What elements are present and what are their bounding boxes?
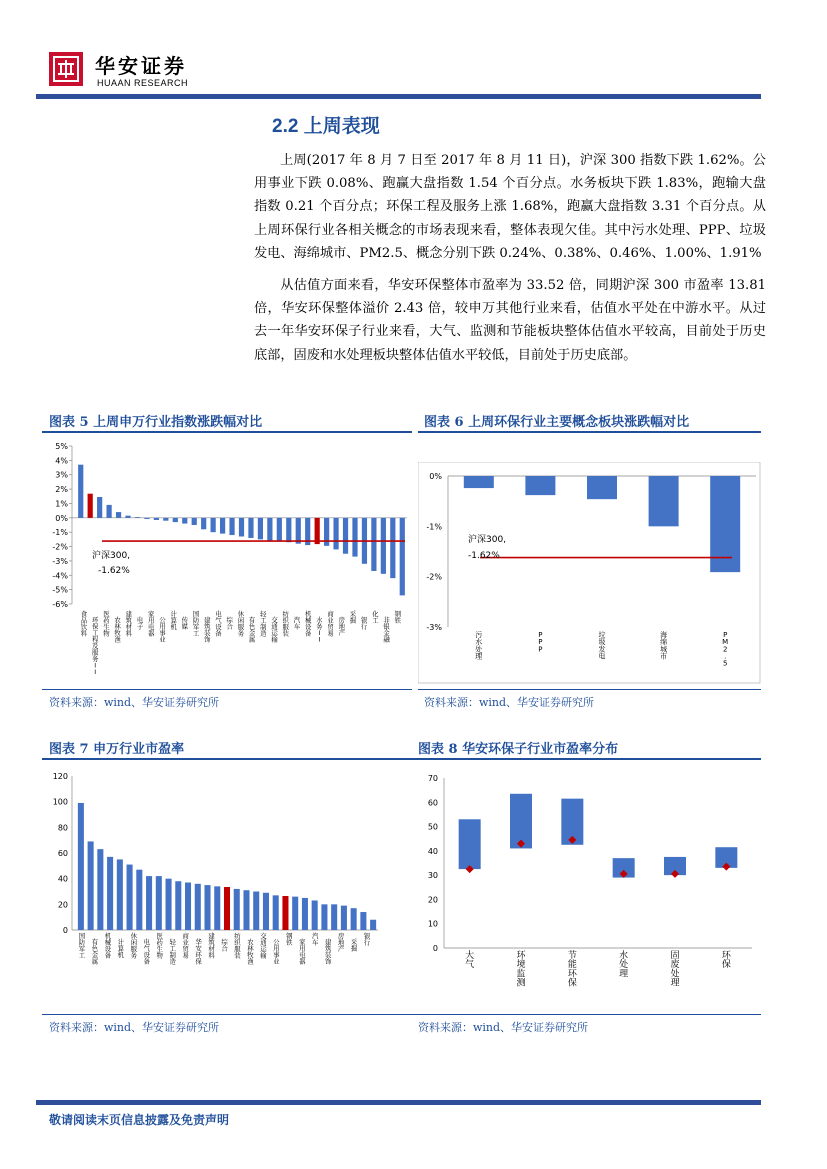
chart7-bar	[195, 884, 201, 930]
chart5-bar	[163, 518, 168, 521]
chart5-bar	[78, 465, 83, 518]
chart5-category-label: 传媒	[181, 616, 189, 631]
chart5-title: 图表 5 上周申万行业指数涨跌幅对比	[49, 415, 263, 430]
chart7-bar	[117, 859, 123, 930]
chart7-bar	[282, 896, 288, 930]
chart5-ytick-label: -5%	[52, 585, 68, 595]
chart5-ytick-label: -2%	[52, 542, 68, 552]
chart5-category-label: 采掘	[349, 610, 357, 625]
chart5-category-label: 计算机	[170, 610, 177, 632]
chart5-category-label: 食品饮料	[80, 610, 88, 638]
chart5-bar	[371, 518, 376, 571]
chart7-bar	[370, 920, 376, 930]
chart5-category-label: 休闲服务	[237, 610, 245, 638]
chart5-bar	[267, 518, 272, 541]
chart8-ytick-label: 10	[427, 919, 438, 929]
chart6-ytick-label: -1%	[426, 522, 442, 532]
chart7-bar	[78, 803, 84, 930]
chart5-ytick-label: 0%	[55, 513, 68, 523]
chart6-category-label: P P P	[538, 631, 543, 654]
chart8-title: 图表 8 华安环保子行业市盈率分布	[418, 742, 619, 757]
chart7-bar	[273, 895, 279, 930]
chart5-ytick-label: -4%	[52, 571, 68, 581]
chart5-category-label: 环保工程及服务 I I	[92, 616, 99, 677]
logo-seal-icon	[49, 52, 83, 86]
chart5-bar	[229, 518, 234, 535]
chart7-category-label: 汽车	[312, 932, 319, 947]
chart7-title: 图表 7 申万行业市盈率	[49, 742, 185, 757]
chart5-ytick-label: 4%	[55, 456, 68, 466]
chart5-category-label: 建筑材料	[125, 610, 133, 638]
chart6-category-label: 海绵城市	[660, 631, 668, 661]
chart6-ytick-label: -3%	[426, 623, 442, 632]
chart5-bar	[343, 518, 348, 554]
chart8-ytick-label: 50	[427, 822, 438, 832]
chart5-bar	[258, 518, 263, 540]
chart5-svg	[42, 436, 412, 686]
chart7-bar	[146, 876, 152, 930]
chart7-category-label: 电气设备	[143, 938, 150, 966]
chart5-category-label: 水务 I I	[316, 616, 323, 644]
chart5-category-label: 家用电器	[148, 610, 155, 638]
chart5-category-label: 银行	[360, 616, 368, 631]
chart5-title-rule	[42, 431, 412, 433]
chart5-category-label: 钢铁	[394, 610, 401, 625]
chart7-bar	[88, 841, 94, 930]
chart7-category-label: 交通运输	[260, 932, 267, 960]
chart7-bar	[156, 876, 162, 930]
chart8-ytick-label: 0	[432, 944, 438, 953]
chart5-bar	[144, 518, 149, 519]
chart5-bar	[381, 518, 386, 574]
chart6-ref-label: 沪深300,	[468, 535, 507, 545]
chart7-ytick-label: 20	[57, 900, 68, 910]
chart8-category-label: 水处理	[619, 951, 629, 980]
chart5-bar	[154, 518, 159, 520]
chart5-bar	[286, 518, 291, 542]
chart5-category-label: 有色金属	[248, 616, 256, 644]
chart7-category-label: 公用事业	[273, 938, 280, 966]
chart5-bar	[333, 518, 338, 550]
chart6-category-label: 垃圾发电	[598, 631, 606, 661]
chart5-source: 资料来源：wind、华安证券研究所	[49, 696, 220, 709]
logo-mark	[49, 52, 83, 86]
chart8-category-label: 固废处理	[670, 951, 680, 989]
paragraph-1-text: 上周(2017 年 8 月 7 日至 2017 年 8 月 11 日)，沪深 300 指数下跌 1.62%。公用事业下跌 0.08%、跑赢大盘指数 1.54 个百分点。水务板块下跌 1.83%，跑输大盘指数 0.21 个百分点；环保工程及服务上涨 1.68%，跑赢大盘指数 3.31 个百分点。从上周环保行业各相关概念的市场表现来看，整体表现欠佳。其中污水处理、PPP、垃圾发电、海绵城市、PM2.5、概念分别下跌 0.24%、0.38%、0.46%、1.00%、1.91%	[254, 153, 766, 261]
chart7-title-rule	[42, 758, 412, 760]
chart6-title-rule	[418, 431, 761, 433]
header-rule	[36, 94, 761, 99]
chart5-category-label: 非银金融	[383, 616, 390, 644]
chart7-bar	[234, 889, 240, 930]
chart8-title-rule	[412, 758, 761, 760]
chart5-bar	[248, 518, 253, 538]
chart8-ytick-label: 20	[427, 895, 438, 905]
chart5-ytick-label: -6%	[52, 600, 68, 609]
footer-disclaimer: 敬请阅读末页信息披露及免责声明	[49, 1113, 230, 1127]
paragraph-2	[254, 274, 766, 367]
chart5-category-label: 建筑装饰	[204, 616, 211, 644]
chart7-bar	[263, 893, 269, 930]
chart8-category-label: 环境监测	[516, 951, 526, 989]
chart5-category-label: 电子	[136, 616, 144, 631]
chart7-bar	[214, 886, 220, 930]
chart6-bar	[649, 476, 679, 526]
chart5-category-label: 化工	[372, 610, 379, 625]
chart6-ytick-label: -2%	[426, 572, 442, 582]
chart7-category-label: 华安环保	[195, 938, 202, 966]
chart6-bar	[525, 476, 555, 495]
chart7-category-label: 银行	[363, 932, 371, 947]
chart5-category-label: 商业贸易	[327, 610, 334, 638]
chart8-ytick-label: 70	[427, 774, 438, 783]
chart5-bar	[296, 518, 301, 544]
chart5-bar	[182, 518, 187, 524]
chart5-ytick-label: -3%	[52, 556, 68, 566]
chart6-category-label: P M 2 . 5	[722, 631, 729, 668]
chart6-source: 资料来源：wind、华安证券研究所	[424, 696, 595, 709]
chart7-bar	[97, 849, 103, 930]
footer-rule	[36, 1100, 761, 1105]
chart5-bar	[277, 518, 282, 542]
chart5-bar	[390, 518, 395, 578]
chart5-bar	[352, 518, 357, 557]
chart7-category-label: 钢铁	[286, 932, 293, 947]
chart5-ytick-label: -1%	[52, 528, 68, 538]
chart7-category-label: 家用电器	[299, 938, 306, 966]
chart7-bar	[166, 879, 172, 930]
logo-text-en: HUAAN RESEARCH	[97, 78, 189, 88]
chart5-ref-value: -1.62%	[98, 566, 130, 576]
chart7-bar	[204, 885, 210, 930]
chart5-category-label: 电气设备	[215, 610, 222, 638]
chart5-bar	[201, 518, 206, 529]
chart7-category-label: 轻工制造	[169, 938, 176, 966]
chart6-bar	[587, 476, 617, 499]
chart7-category-label: 商业贸易	[182, 932, 189, 960]
chart7-bar	[292, 897, 298, 930]
chart7-ytick-label: 60	[57, 849, 68, 858]
chart7-bar	[312, 900, 318, 930]
chart5-bar	[116, 512, 121, 518]
chart7-bar	[136, 870, 142, 930]
chart7-bar	[331, 904, 337, 930]
chart7-category-label: 国防军工	[78, 932, 86, 960]
chart8-ytick-label: 40	[427, 846, 438, 856]
chart7-category-label: 机械设备	[104, 932, 112, 960]
chart7-category-label: 计算机	[117, 938, 125, 960]
logo-text-cn: 华安证券	[95, 54, 187, 78]
chart5-category-label: 交通运输	[271, 616, 278, 644]
chart5-ref-label: 沪深300,	[92, 551, 131, 561]
chart7-category-label: 休闲服务	[130, 932, 138, 960]
chart8-category-label: 节能环保	[567, 951, 577, 989]
chart5-source-rule	[42, 689, 412, 690]
chart7-source: 资料来源：wind、华安证券研究所	[49, 1021, 220, 1034]
chart7-bar	[243, 890, 249, 930]
chart8-category-label: 环保	[721, 951, 731, 971]
chart6-ref-value: -1.62%	[468, 551, 500, 561]
chart5-category-label: 机械设备	[304, 610, 312, 638]
chart7-category-label: 建筑装饰	[324, 938, 332, 966]
chart7-category-label: 医药生物	[156, 932, 163, 960]
chart7-bar	[224, 887, 230, 930]
chart7-bar	[253, 892, 259, 931]
chart5-bar	[88, 494, 93, 518]
chart5-bar	[125, 516, 130, 518]
chart7-bar	[107, 857, 113, 930]
chart7-bar	[321, 904, 327, 930]
chart7-ytick-label: 40	[57, 874, 68, 884]
chart5-category-label: 汽车	[293, 616, 301, 631]
chart7-ytick-label: 80	[57, 823, 68, 833]
chart8-ytick-label: 30	[427, 871, 438, 881]
chart5-bar	[106, 505, 111, 518]
section-title: 2.2 上周表现	[272, 116, 380, 137]
chart8-source: 资料来源：wind、华安证券研究所	[418, 1021, 589, 1034]
chart7-ytick-label: 100	[52, 797, 68, 807]
chart5-ytick-label: 5%	[55, 442, 68, 451]
chart5-category-label: 综合	[226, 616, 233, 631]
chart8-range-bar	[459, 819, 481, 869]
chart5-bar	[135, 517, 140, 518]
chart7-bar	[302, 898, 308, 930]
paragraph-1	[254, 149, 766, 265]
chart6-category-label: 污水处理	[475, 631, 483, 661]
chart8-svg	[412, 766, 761, 1011]
chart5-category-label: 国防军工	[192, 610, 200, 638]
chart7-bar	[360, 912, 366, 930]
chart5-bar	[315, 518, 320, 544]
chart7-category-label: 房地产	[337, 932, 345, 954]
chart5-bar	[97, 497, 102, 518]
chart5-bar	[192, 518, 197, 525]
chart7-category-label: 建筑材料	[208, 932, 215, 960]
chart6-title: 图表 6 上周环保行业主要概念板块涨跌幅对比	[424, 415, 690, 430]
chart7-bar	[185, 883, 191, 930]
chart8-source-rule	[412, 1014, 761, 1015]
chart8-ytick-label: 60	[427, 798, 438, 808]
chart7-category-label: 综合	[221, 938, 228, 953]
chart7-source-rule	[42, 1014, 412, 1015]
chart7-ytick-label: 0	[62, 926, 68, 935]
chart5-category-label: 纺织服装	[282, 610, 289, 638]
chart7-category-label: 农林牧渔	[247, 938, 254, 966]
chart6-ytick-label: 0%	[429, 472, 442, 481]
chart8-category-label: 大气	[465, 951, 475, 971]
chart7-bar	[127, 865, 133, 930]
paragraph-2-text: 从估值方面来看，华安环保整体市盈率为 33.52 倍，同期沪深 300 市盈率 13.81 倍，华安环保整体溢价 2.43 倍，较申万其他行业来看，估值水平处在中游水平。从过去一年华安环保子行业来看，大气、监测和节能板块整体估值水平较高，目前处于历史底部，固废和水处理板块整体估值水平较低，目前处于历史底部。	[254, 278, 766, 363]
chart5-category-label: 房地产	[338, 616, 345, 638]
chart5-category-label: 医药生物	[103, 610, 110, 638]
chart6-bar	[464, 476, 494, 488]
chart6-svg	[418, 462, 761, 684]
chart5-bar	[173, 518, 178, 522]
chart5-bar	[211, 518, 216, 532]
chart7-svg	[42, 766, 412, 1011]
chart7-bar	[175, 881, 181, 930]
chart5-category-label: 公用事业	[159, 616, 166, 644]
chart7-bar	[351, 908, 357, 930]
chart5-category-label: 农林牧渔	[114, 616, 121, 644]
chart5-bar	[400, 518, 405, 596]
chart5-ytick-label: 2%	[55, 485, 68, 495]
chart7-category-label: 采掘	[350, 938, 358, 953]
chart5-bar	[220, 518, 225, 534]
chart5-ytick-label: 3%	[55, 470, 68, 480]
chart5-bar	[239, 518, 244, 537]
chart5-category-label: 轻工制造	[260, 610, 267, 638]
chart6-source-rule	[418, 689, 761, 690]
chart7-ytick-label: 120	[52, 772, 68, 781]
chart7-category-label: 有色金属	[91, 938, 99, 966]
chart7-bar	[341, 906, 347, 930]
chart7-category-label: 纺织服装	[234, 932, 241, 960]
chart5-ytick-label: 1%	[55, 499, 68, 509]
